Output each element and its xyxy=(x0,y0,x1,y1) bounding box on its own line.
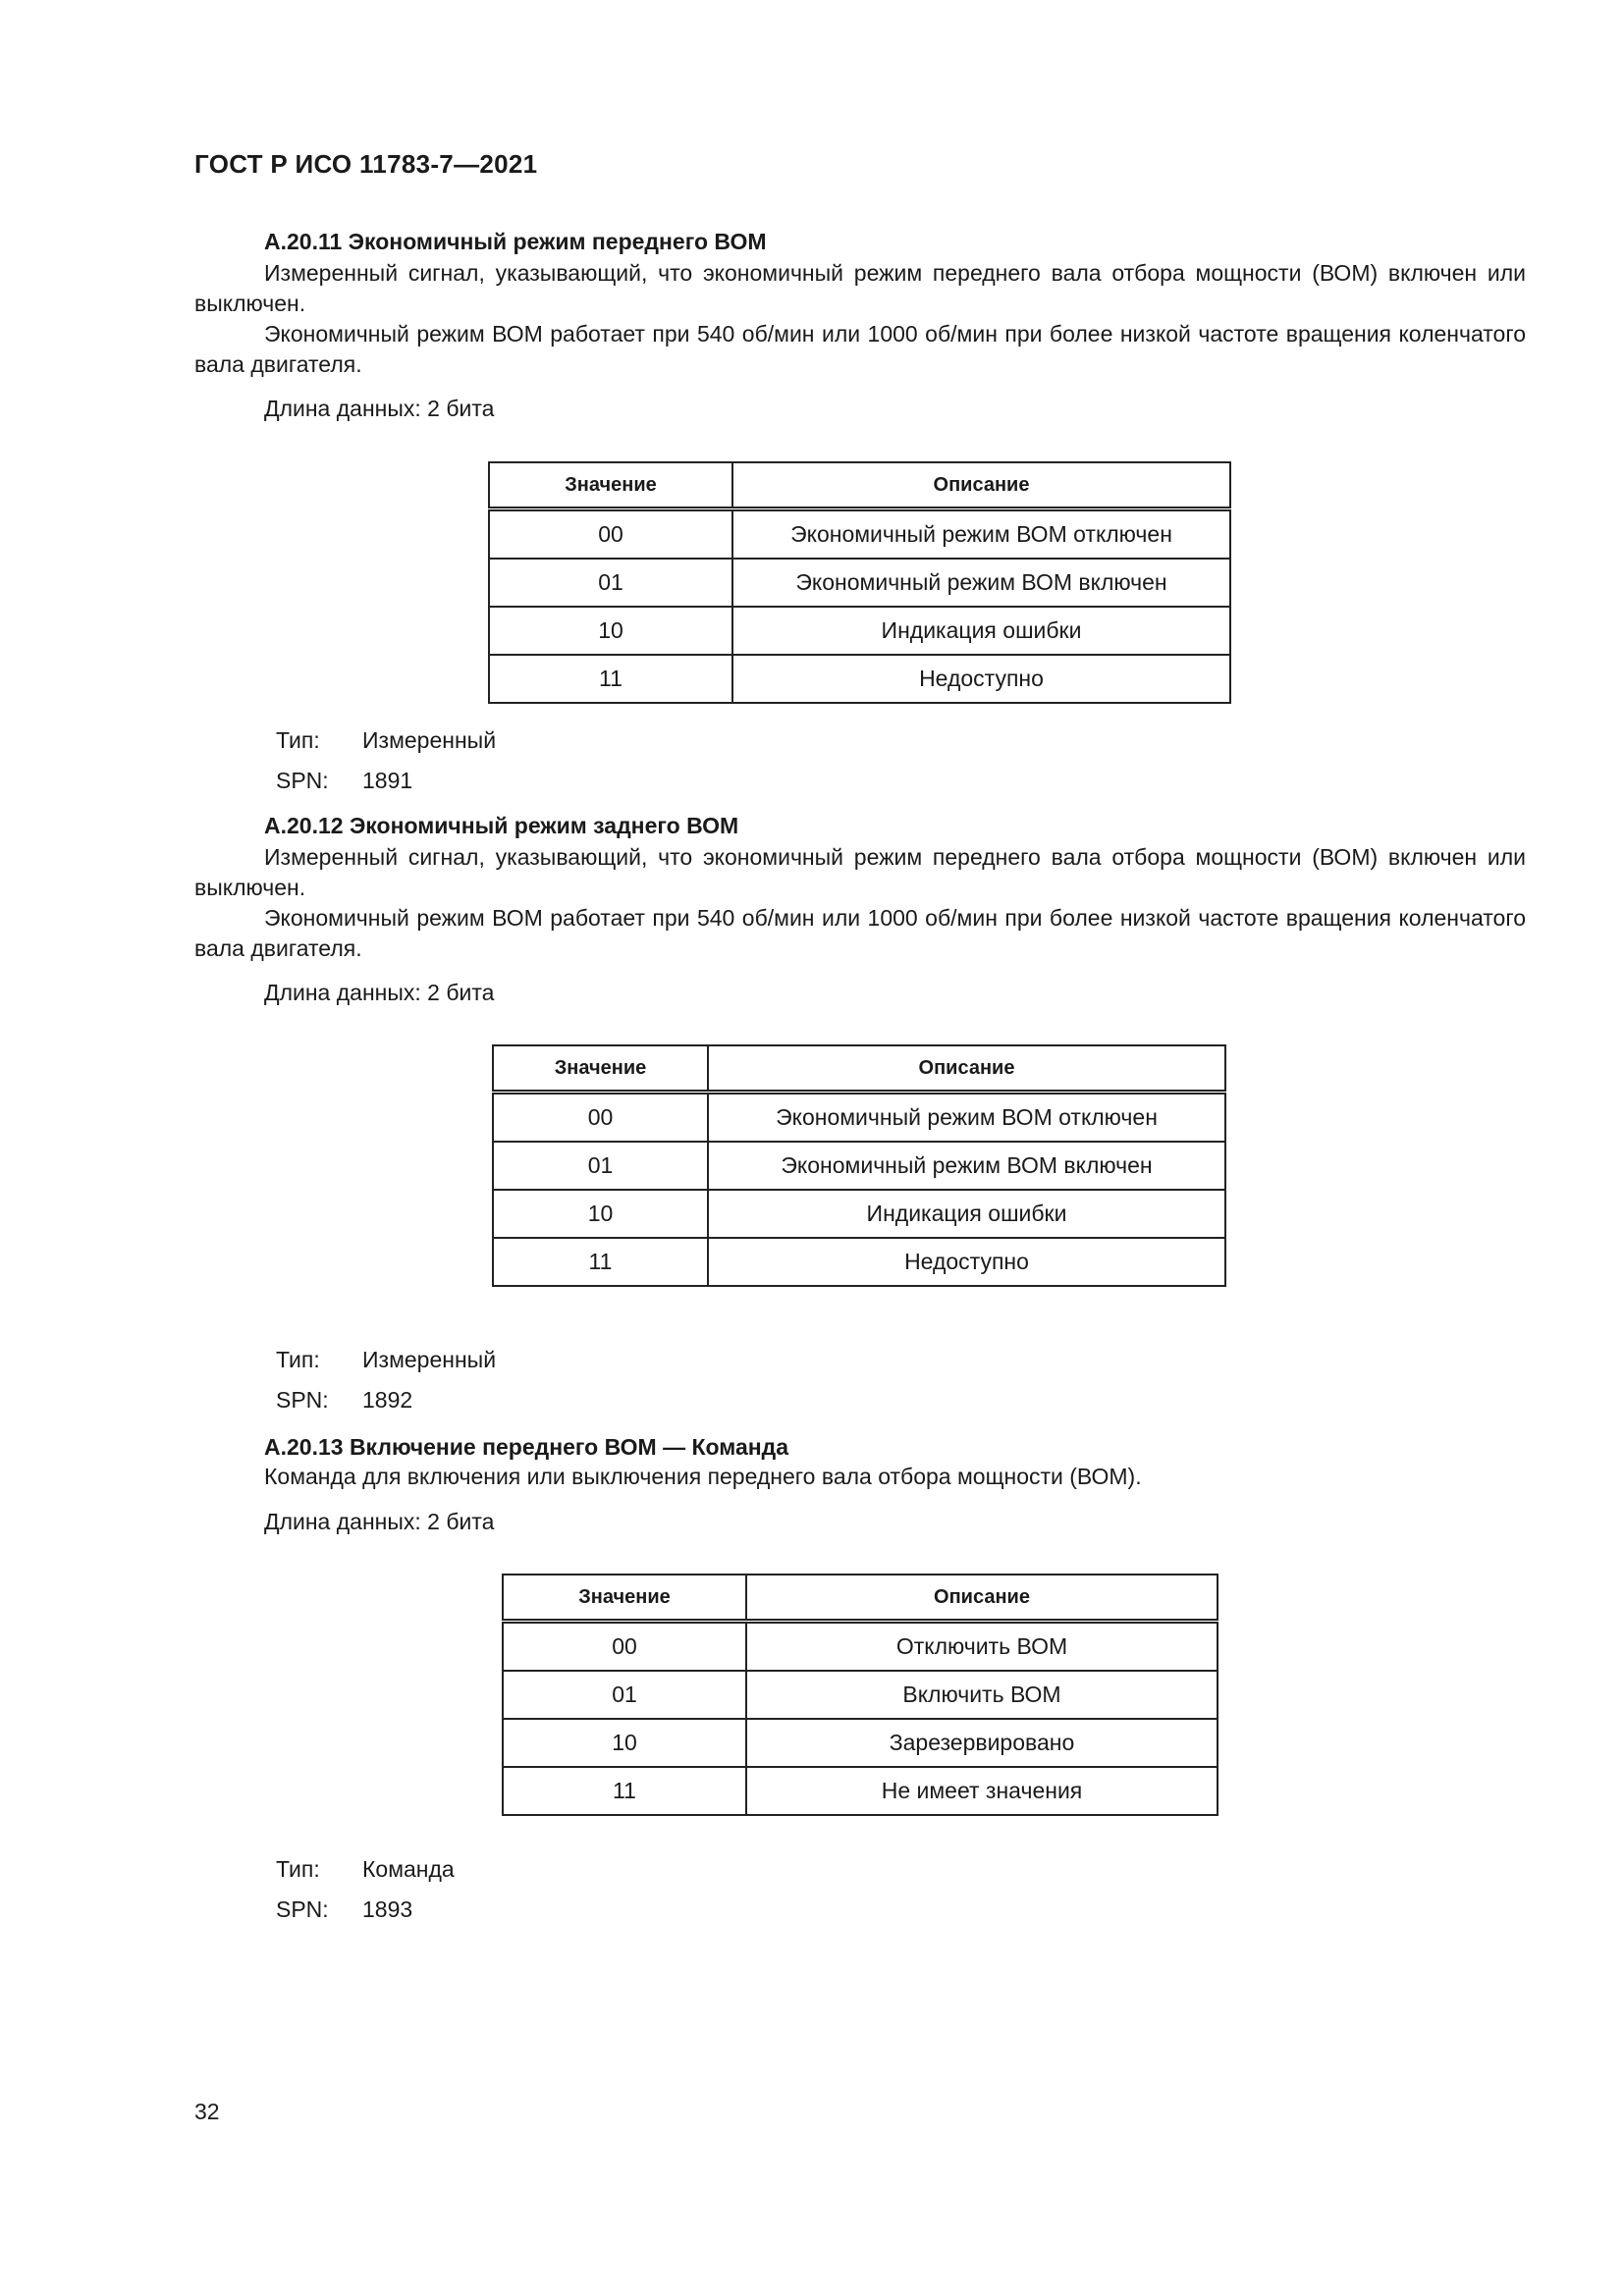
section-paragraph: Экономичный режим ВОМ работает при 540 об/мин или 1000 об/мин при более низкой частоте вращения коленчатого вала двигателя. xyxy=(194,321,1526,377)
table-row xyxy=(493,1238,1225,1286)
table-row xyxy=(503,1671,1218,1719)
type-value: Команда xyxy=(362,1856,455,1882)
cell-value: 00 xyxy=(489,509,732,560)
table-row xyxy=(489,607,1230,655)
page-number: 32 xyxy=(194,2099,220,2124)
value-table-a-20-11 xyxy=(488,461,1231,704)
table-row xyxy=(503,1622,1218,1672)
section-paragraph: Измеренный сигнал, указывающий, что экономичный режим переднего вала отбора мощности (ВОМ) включен или выключен. xyxy=(194,260,1526,316)
column-header-description: Описание xyxy=(746,1575,1218,1622)
spn-value: 1893 xyxy=(362,1896,413,1922)
value-table-a-20-12 xyxy=(492,1044,1226,1287)
column-header-description: Описание xyxy=(732,462,1230,509)
spn-value: 1891 xyxy=(362,768,413,793)
column-header-value: Значение xyxy=(493,1045,708,1093)
column-header-value: Значение xyxy=(489,462,732,509)
spn-line xyxy=(276,768,412,794)
cell-description: Индикация ошибки xyxy=(708,1190,1225,1238)
type-label: Тип: xyxy=(276,1856,320,1882)
type-value: Измеренный xyxy=(362,727,497,753)
type-value: Измеренный xyxy=(362,1347,497,1372)
type-line xyxy=(276,727,496,754)
data-length: Длина данных: 2 бита xyxy=(264,980,495,1005)
cell-value: 01 xyxy=(493,1142,708,1190)
table-row xyxy=(503,1719,1218,1767)
cell-value: 10 xyxy=(493,1190,708,1238)
section-paragraph: Экономичный режим ВОМ работает при 540 об/мин или 1000 об/мин при более низкой частоте вращения коленчатого вала двигателя. xyxy=(194,905,1526,961)
table-row xyxy=(493,1093,1225,1143)
section-title-a-20-12: A.20.12 Экономичный режим заднего ВОМ xyxy=(264,813,739,838)
spn-label: SPN: xyxy=(276,1896,329,1922)
cell-value: 01 xyxy=(489,559,732,607)
cell-description: Включить ВОМ xyxy=(746,1671,1218,1719)
table-header-row xyxy=(503,1575,1218,1622)
section-paragraph: Измеренный сигнал, указывающий, что экономичный режим переднего вала отбора мощности (ВОМ) включен или выключен. xyxy=(194,844,1526,900)
value-table-a-20-13 xyxy=(502,1574,1218,1816)
section-title-a-20-13: A.20.13 Включение переднего ВОМ — Команда xyxy=(264,1434,789,1460)
cell-value: 00 xyxy=(493,1093,708,1143)
cell-description: Экономичный режим ВОМ отключен xyxy=(732,509,1230,560)
cell-value: 11 xyxy=(489,655,732,703)
column-header-description: Описание xyxy=(708,1045,1225,1093)
cell-value: 11 xyxy=(503,1767,746,1815)
cell-description: Отключить ВОМ xyxy=(746,1622,1218,1672)
cell-description: Не имеет значения xyxy=(746,1767,1218,1815)
spn-line xyxy=(276,1387,412,1414)
cell-description: Экономичный режим ВОМ включен xyxy=(732,559,1230,607)
data-length: Длина данных: 2 бита xyxy=(264,1509,495,1534)
table-row xyxy=(489,559,1230,607)
data-length: Длина данных: 2 бита xyxy=(264,396,495,421)
table-header-row xyxy=(493,1045,1225,1093)
table-row xyxy=(489,655,1230,703)
cell-description: Недоступно xyxy=(708,1238,1225,1286)
cell-description: Индикация ошибки xyxy=(732,607,1230,655)
table-row xyxy=(493,1190,1225,1238)
spn-label: SPN: xyxy=(276,1387,329,1413)
spn-label: SPN: xyxy=(276,768,329,793)
cell-description: Экономичный режим ВОМ включен xyxy=(708,1142,1225,1190)
cell-description: Недоступно xyxy=(732,655,1230,703)
cell-value: 10 xyxy=(503,1719,746,1767)
cell-description: Экономичный режим ВОМ отключен xyxy=(708,1093,1225,1143)
section-title-a-20-11: A.20.11 Экономичный режим переднего ВОМ xyxy=(264,229,767,254)
cell-value: 00 xyxy=(503,1622,746,1672)
spn-value: 1892 xyxy=(362,1387,413,1413)
table-row xyxy=(493,1142,1225,1190)
table-header-row xyxy=(489,462,1230,509)
spn-line xyxy=(276,1896,412,1923)
table-row xyxy=(503,1767,1218,1815)
type-line xyxy=(276,1856,455,1883)
column-header-value: Значение xyxy=(503,1575,746,1622)
cell-value: 01 xyxy=(503,1671,746,1719)
document-code: ГОСТ Р ИСО 11783-7—2021 xyxy=(194,149,538,179)
type-line xyxy=(276,1347,496,1373)
type-label: Тип: xyxy=(276,727,320,753)
table-row xyxy=(489,509,1230,560)
type-label: Тип: xyxy=(276,1347,320,1372)
section-paragraph: Команда для включения или выключения переднего вала отбора мощности (ВОМ). xyxy=(264,1464,1142,1489)
cell-value: 10 xyxy=(489,607,732,655)
cell-value: 11 xyxy=(493,1238,708,1286)
cell-description: Зарезервировано xyxy=(746,1719,1218,1767)
